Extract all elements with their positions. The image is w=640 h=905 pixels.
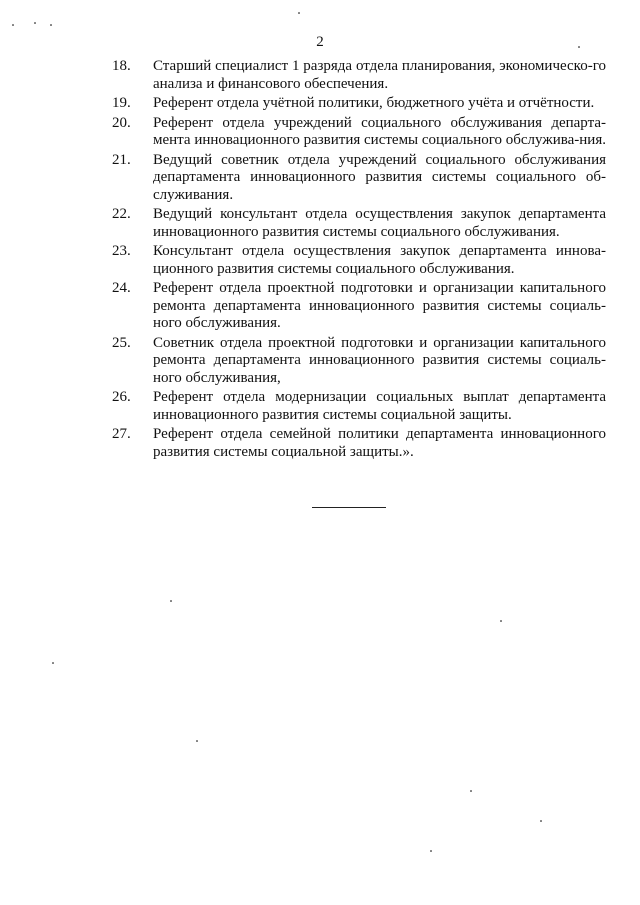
scan-speck <box>12 24 14 26</box>
item-number: 25. <box>112 334 131 351</box>
item-text: Референт отдела семейной политики департамента инновационного развития системы социальной защиты.». <box>153 426 606 460</box>
list-item <box>112 426 606 461</box>
scan-speck <box>50 24 52 26</box>
item-text: Референт отдела учреждений социального обслуживания департа-мента инновационного развития системы социального обслужива-ния. <box>153 114 606 148</box>
item-text: Референт отдела учётной политики, бюджетного учёта и отчётности. <box>153 95 595 111</box>
list-item <box>112 206 606 241</box>
scan-speck <box>170 600 172 602</box>
closing-rule <box>312 507 386 508</box>
position-list <box>112 58 606 463</box>
list-item <box>112 115 606 150</box>
item-text: Советник отдела проектной подготовки и организации капитального ремонта департамента инновационного развития системы социаль-ного обслуживания, <box>153 334 606 386</box>
item-number: 21. <box>112 151 131 168</box>
scan-speck <box>578 46 580 48</box>
item-number: 26. <box>112 389 131 405</box>
item-text: Ведущий консультант отдела осуществления закупок департамента инновационного развития системы социального обслуживания. <box>153 206 606 240</box>
list-item <box>112 280 606 333</box>
item-text: Референт отдела проектной подготовки и организации капитального ремонта департамента инновационного развития системы социаль-ного обслуживания. <box>153 280 606 331</box>
list-item <box>112 335 606 388</box>
scan-speck <box>430 850 432 852</box>
scan-speck <box>52 662 54 664</box>
item-number: 18. <box>112 58 131 74</box>
list-item <box>112 389 606 424</box>
item-number: 22. <box>112 206 131 222</box>
item-number: 20. <box>112 114 131 131</box>
list-item <box>112 95 606 113</box>
item-number: 27. <box>112 426 131 442</box>
item-text: Ведущий советник отдела учреждений социального обслуживания департамента инновационного развития системы социального об-служивания. <box>153 151 606 203</box>
scan-speck <box>500 620 502 622</box>
scan-speck <box>298 12 300 14</box>
list-item <box>112 243 606 278</box>
item-text: Консультант отдела осуществления закупок департамента иннова-ционного развития системы социального обслуживания. <box>153 243 606 277</box>
page-number: 2 <box>316 34 324 50</box>
list-item <box>112 58 606 93</box>
item-text: Референт отдела модернизации социальных выплат департамента инновационного развития системы социальной защиты. <box>153 389 606 423</box>
scan-speck <box>540 820 542 822</box>
list-item <box>112 152 606 205</box>
scan-speck <box>470 790 472 792</box>
item-number: 24. <box>112 280 131 296</box>
scan-speck <box>34 22 36 24</box>
item-number: 23. <box>112 243 131 259</box>
scan-speck <box>196 740 198 742</box>
item-text: Старший специалист 1 разряда отдела планирования, экономическо-го анализа и финансового обеспечения. <box>153 58 606 92</box>
item-number: 19. <box>112 95 131 111</box>
